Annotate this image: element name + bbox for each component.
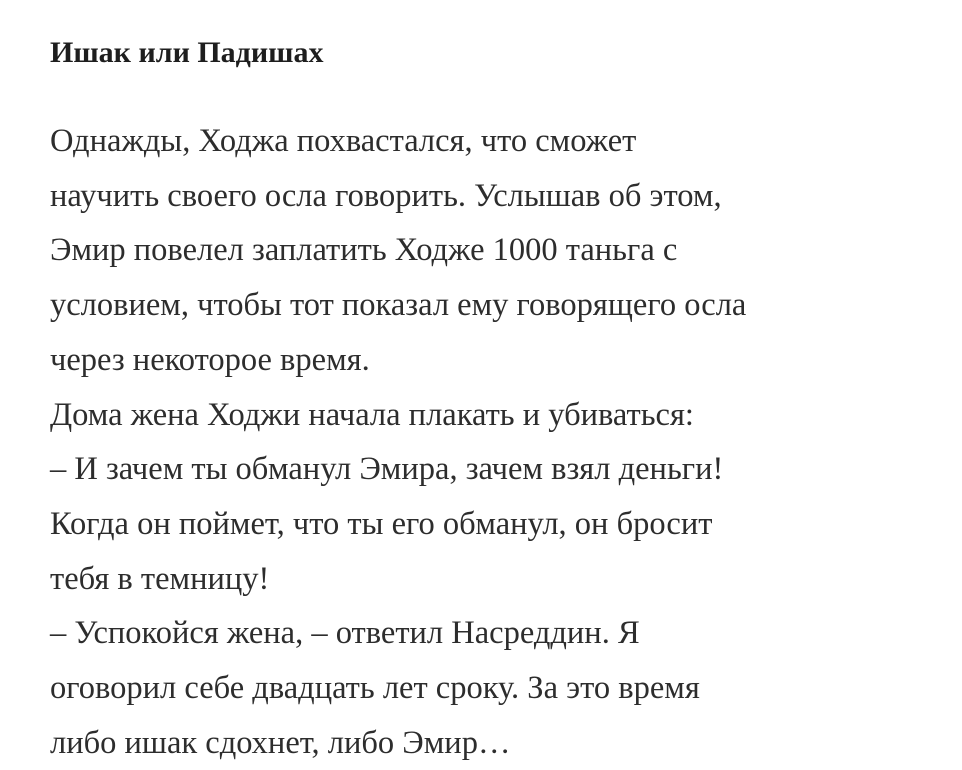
story-line: либо ишак сдохнет, либо Эмир… (50, 724, 511, 761)
story-line: Эмир повелел заплатить Ходже 1000 таньга с (50, 232, 678, 269)
story-line: – Успокойся жена, – ответил Насреддин. Я (50, 615, 640, 652)
story-line: через некоторое время. (50, 341, 370, 378)
story-line: – И зачем ты обманул Эмира, зачем взял деньги! (50, 451, 724, 488)
story-line: оговорил себе двадцать лет сроку. За это время (50, 670, 700, 707)
story-line: условием, чтобы тот показал ему говорящего осла (50, 287, 747, 324)
story-body (50, 114, 948, 770)
story-line: научить своего осла говорить. Услышав об этом, (50, 177, 722, 214)
story-line: тебя в темницу! (50, 560, 270, 597)
story-line: Когда он поймет, что ты его обманул, он бросит (50, 505, 713, 542)
story-line: Однажды, Ходжа похвастался, что сможет (50, 123, 637, 159)
story-title: Ишак или Падишах (50, 36, 324, 69)
story-line: Дома жена Ходжи начала плакать и убиваться: (50, 396, 694, 433)
